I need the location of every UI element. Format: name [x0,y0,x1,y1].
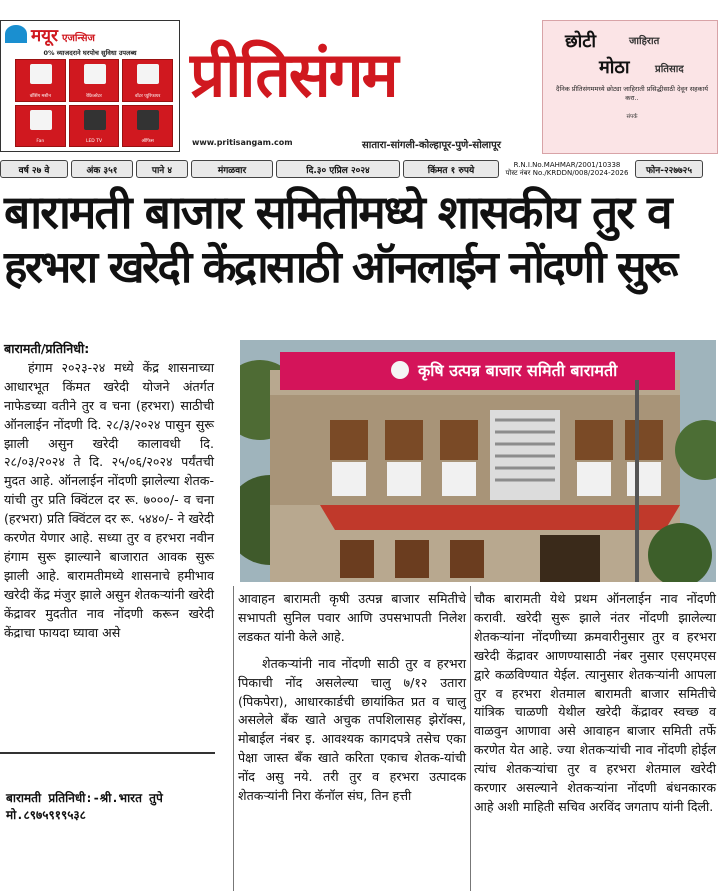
masthead [0,0,720,158]
day-badge: मंगळवार [191,160,273,178]
ad-word-jahirat: जाहिरात [629,36,660,47]
product-tile: रेफ्रिजरेटर [69,59,120,102]
product-tile: LED TV [69,105,120,148]
washing-machine-icon [30,64,52,84]
left-advertisement [0,20,180,152]
article-column-2 [238,590,466,806]
issue-badge: अंक ३५१ [71,160,133,178]
ad-brand: मयूर एजन्सिज [31,26,95,46]
website-link[interactable]: www.pritisangam.com [192,138,293,147]
product-tile: वॉशिंग मशीन [15,59,66,102]
product-tile: वॉटर प्युरिफायर [122,59,173,102]
headline-line-1: बारामती बाजार समितीमध्ये शासकीय तुर व [4,185,671,239]
ad-contact: संपर्क [626,114,638,120]
product-grid [15,59,173,147]
dateline: बारामती/प्रतिनिधी: [4,341,90,356]
tv-icon [84,110,106,130]
right-advertisement [542,20,718,154]
edition-cities: सातारा-सांगली-कोल्हापूर-पुणे-सोलापूर [362,140,501,151]
article-paragraph: शेतकऱ्यांनी नाव नोंदणी साठी तुर व हरभरा पिकाची नोंद असलेल्या चालु ७/१२ उतारा (पिकपेरा), आधारकार्डची छायांकित प्रत व चालु असलेले बँक खाते अचुक तपशिलासह झेरॉक्स, मोबाईल नंबर इ. आवश्यक कागदपत्रे तसेच एका पेक्षा जास्त बँक खाते करिता एकाच शेतक-यांची नोंद असु नये. तरी तुर व हरभरा उत्पादक शेतकऱ्यांनी निरा कॅनॉल संघ, तिन हत्ती [238,655,466,804]
sign-board-text: कृषि उत्पन्न बाजार समिती बारामती [418,361,618,380]
pages-badge: पाने ४ [136,160,188,178]
product-tile: ऑफिस [122,105,173,148]
registration-number: R.N.I.No.MAHMAR/2001/10338 पोस्ट नंबर No./KRDDN/008/2024-2026 [505,161,629,177]
fan-icon [30,110,52,130]
market-committee-building-photo [240,340,716,582]
title-block [186,35,526,153]
article-column-3 [474,590,716,817]
column-separator [470,586,471,891]
refrigerator-icon [84,64,106,84]
ad-word-choti: छोटी [565,31,597,52]
laptop-icon [137,110,159,130]
column-separator [233,586,234,891]
issue-info-strip [0,158,720,180]
article-headline [4,184,716,296]
building-illustration [240,340,716,582]
umbrella-logo-icon [5,25,27,43]
ad-word-motha: मोठा [599,57,630,78]
newspaper-title: प्रीतिसंगम [190,38,397,111]
ad-description: दैनिक प्रीतिसंगममध्ये छोट्या जाहिराती प्रसिद्धीसाठी देवून सहकार्य करा.. [556,85,708,102]
phone-badge: फोन-२२७७२५ [635,160,703,178]
column-divider [0,752,215,754]
reporter-byline: बारामती प्रतिनिधी:-श्री.भारत तुपे मो.८९७५९१९५३८ [6,791,163,822]
price-badge: किंमत १ रुपये [403,160,499,178]
year-badge: वर्ष २७ वे [0,160,68,178]
article-paragraph: आवाहन बारामती कृषी उत्पन्न बाजार समितीचे सभापती सुनिल पवार आणि उपसभापती निलेश लडकत यांनी केले आहे. [238,591,466,644]
water-purifier-icon [137,64,159,84]
date-badge: दि.३० एप्रिल २०२४ [276,160,400,178]
article-paragraph: चौक बारामती येथे प्रथम ऑनलाईन नाव नोंदणी करावी. खरेदी सुरू झाले नंतर नोंदणी झालेल्या शेतकऱ्यांना नोंदणीच्या क्रमवारीनुसार तुर व हरभरा खरेदी केंद्रावर आणण्यासाठी नंबर नुसार एसएमएस द्वारे कळविण्यात येईल. त्यानुसार शेतकऱ्यांनी आपला तुर व हरभरा शेतमाल बारामती बाजार समितीचे यांत्रिक चाळणी येथील खरेदी केंद्रावर स्वच्छ व वाळवुन आणावा असे आवाहन बाजार समिती तर्फे करणेत येत आहे. ज्या शेतकऱ्यांची नाव नोंदणी होईल त्यांच शेतकऱ्यांचा तुर व हरभरा शेतमाल खरेदी करणार असल्याने शेतकऱ्यांना नोंदणी बंधनकारक आहे अशी माहिती सचिव अरविंद जगताप यांनी दिली. [474,591,716,814]
article-paragraph: हंगाम २०२३-२४ मध्ये केंद्र शासनाच्या आधारभूत किंमत खरेदी योजने अंतर्गत नाफेडच्या वतीने तुर व चना (हरभरा) साठीची ऑनलाईन नोंदणी दि. २८/३/२०२४ पासुन सुरू झाली असुन खरेदी कालावधी दि. २८/०३/२०२४ ते दि. २५/०६/२०२४ पर्यंतची मुदत आहे. ऑनलाईन नोंदणी झालेल्या शेतक-यांची तुर प्रति क्विंटल दर रू. ७०००/- व चना (हरभरा) प्रति क्विंटल दर रू. ५४४०/- ने खरेदी करणेत येणार आहे. सध्या तुर व हरभरा नवीन हंगाम सुरू झाल्याने बाजारात आवक सुरू झाली आहे. बारामतीमध्ये शासनाचे हमीभाव खरेदी केंद्र मंजुर झाले असुन शेतकऱ्यांनी खरेदी केंद्रावर मुदतीत नाव नोंदणी करून खरेदी केंद्राचा फायदा घ्यावा असे [4,359,214,640]
ad-tagline: 0% व्याजदराने घरपोच सुविधा उपलब्ध [43,49,137,57]
headline-line-2: हरभरा खरेदी केंद्रासाठी ऑनलाईन नोंदणी सुरू [4,242,676,293]
product-tile: Fan [15,105,66,148]
ad-word-pratisad: प्रतिसाद [655,64,684,75]
article-column-1 [4,340,214,643]
